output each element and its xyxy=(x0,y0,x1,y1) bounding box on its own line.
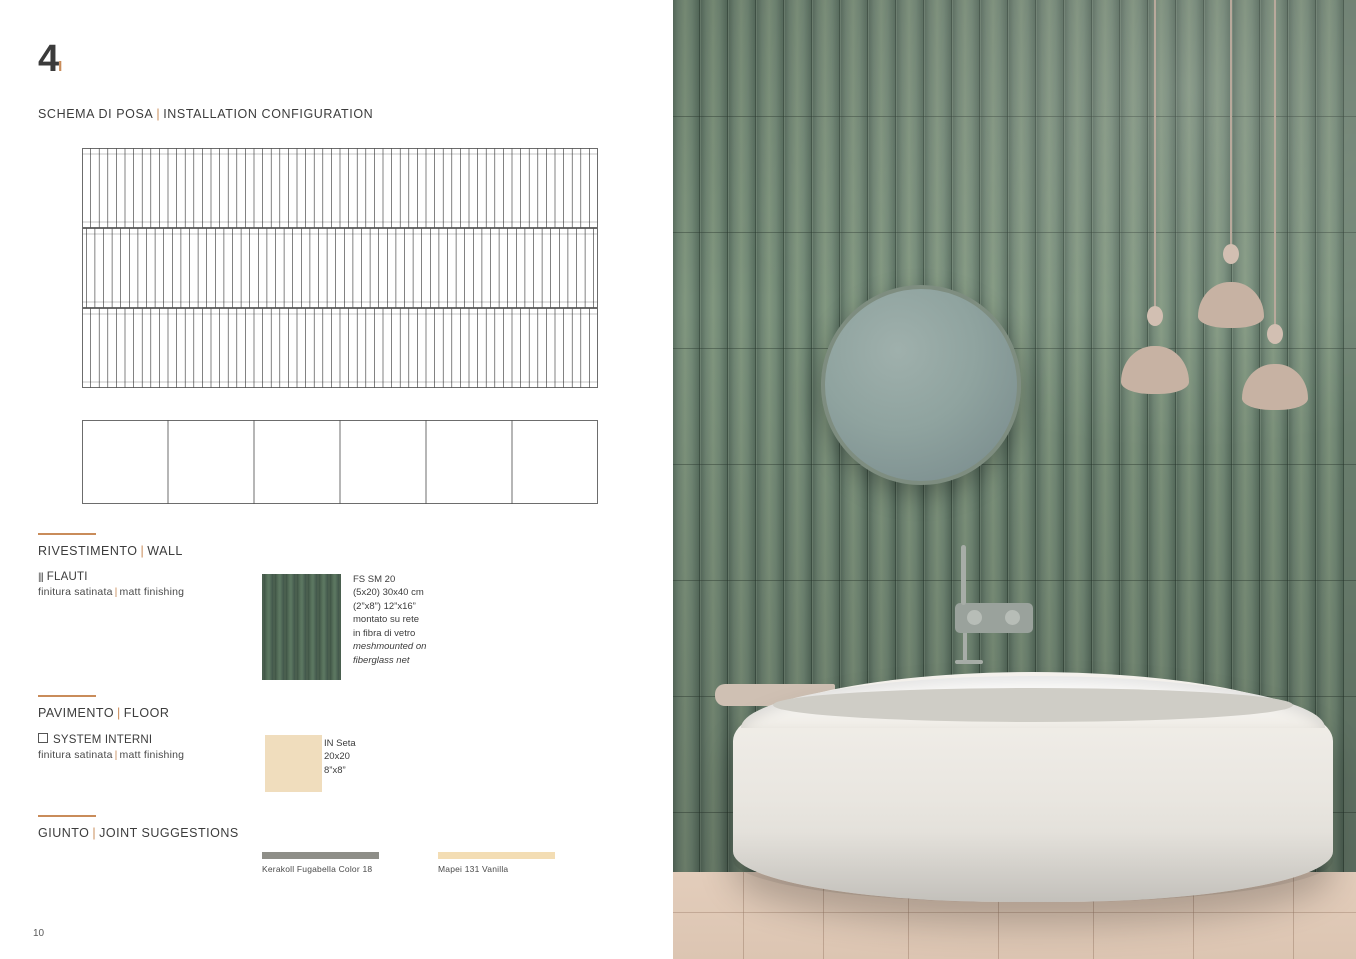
lamp-bulb xyxy=(1147,306,1163,326)
floor-block xyxy=(38,695,184,761)
joint-block-title xyxy=(38,826,239,840)
floor-title-it: PAVIMENTO xyxy=(38,706,115,720)
lamp-shade xyxy=(1198,282,1264,328)
square-icon xyxy=(38,733,48,743)
floor-title-en: FLOOR xyxy=(123,706,170,720)
lamp-cord xyxy=(1230,0,1232,250)
wall-title-separator: | xyxy=(140,544,145,558)
wall-block-rule xyxy=(38,533,96,535)
wall-finish xyxy=(38,586,184,598)
joint-color-bar xyxy=(262,852,379,859)
wall-spec-line: (5x20) 30x40 cm xyxy=(353,587,424,599)
joint-title-it: GIUNTO xyxy=(38,826,90,840)
floor-block-rule xyxy=(38,695,96,697)
wall-spec-line: (2”x8”) 12”x16” xyxy=(353,600,416,612)
lamp-bulb xyxy=(1223,244,1239,264)
lamp-shade xyxy=(1121,346,1189,394)
right-page-photo xyxy=(673,0,1356,959)
floor-title-separator: | xyxy=(117,706,121,720)
wall-product xyxy=(38,571,184,583)
wall-spec-line: FS SM 20 xyxy=(353,574,396,585)
joint-block xyxy=(38,815,239,840)
floor-finish xyxy=(38,749,184,761)
section-title-it: SCHEMA DI POSA xyxy=(38,107,154,121)
lamp-bulb xyxy=(1267,324,1283,344)
plain-row-svg xyxy=(82,420,598,504)
pendant-lamp-group xyxy=(674,0,1356,450)
wall-swatch xyxy=(262,574,341,680)
tub-inner xyxy=(773,688,1293,722)
section-title-en: INSTALLATION CONFIGURATION xyxy=(163,107,374,121)
floor-swatch-image xyxy=(265,735,322,792)
wall-title-it: RIVESTIMENTO xyxy=(38,544,138,558)
wall-title-en: WALL xyxy=(147,544,183,558)
wall-finish-it: finitura satinata xyxy=(38,586,113,598)
chapter-number xyxy=(38,40,61,78)
joint-item xyxy=(438,852,555,874)
wall-spec-line: in fibra di vetro xyxy=(353,627,416,639)
chapter-number-suffix: I xyxy=(58,58,62,75)
plain-tile-row-diagram xyxy=(82,420,598,504)
joint-label: Mapei 131 Vanilla xyxy=(438,864,509,874)
chapter-number-value: 4 xyxy=(38,38,59,80)
floor-product-name: SYSTEM INTERNI xyxy=(53,734,153,746)
installation-configuration-diagram xyxy=(82,148,598,388)
lamp-cord xyxy=(1274,0,1276,330)
floor-spec-line: 8”x8” xyxy=(324,764,346,776)
page-title xyxy=(38,107,373,121)
joint-block-rule xyxy=(38,815,96,817)
joint-item xyxy=(262,852,379,874)
bathroom-photo xyxy=(673,0,1356,959)
section-title-separator: | xyxy=(156,107,161,121)
lamp-shade xyxy=(1242,364,1308,410)
lamp-cord xyxy=(1154,0,1156,312)
wall-specs xyxy=(353,573,463,667)
wall-product-name: FLAUTI xyxy=(46,571,88,583)
joint-label: Kerakoll Fugabella Color 18 xyxy=(262,864,373,874)
floor-specs xyxy=(324,737,414,777)
joint-color-bar xyxy=(438,852,555,859)
joint-title-en: JOINT SUGGESTIONS xyxy=(99,826,239,840)
wall-block-title xyxy=(38,544,184,558)
floor-spec-line: 20x20 xyxy=(324,751,350,763)
wall-spec-line: montato su rete xyxy=(353,614,420,626)
floor-product xyxy=(38,733,184,746)
schema-svg xyxy=(82,148,598,388)
wall-finish-en: matt finishing xyxy=(119,586,185,598)
wall-spec-line-italic: meshmounted on xyxy=(353,641,427,653)
floor-finish-separator: | xyxy=(114,749,118,761)
flutes-icon: ||| xyxy=(38,572,43,583)
joint-title-separator: | xyxy=(92,826,97,840)
left-page xyxy=(0,0,673,959)
floor-finish-en: matt finishing xyxy=(119,749,185,761)
freestanding-bathtub xyxy=(733,672,1333,902)
wall-spec-line-italic: fiberglass net xyxy=(353,654,410,666)
wall-swatch-image xyxy=(262,574,341,680)
floor-spec-line: IN Seta xyxy=(324,738,356,749)
wall-block xyxy=(38,533,184,598)
floor-swatch xyxy=(265,735,322,792)
wall-finish-separator: | xyxy=(114,586,118,598)
floor-finish-it: finitura satinata xyxy=(38,749,113,761)
floor-block-title xyxy=(38,706,184,720)
page-number: 10 xyxy=(33,928,45,939)
